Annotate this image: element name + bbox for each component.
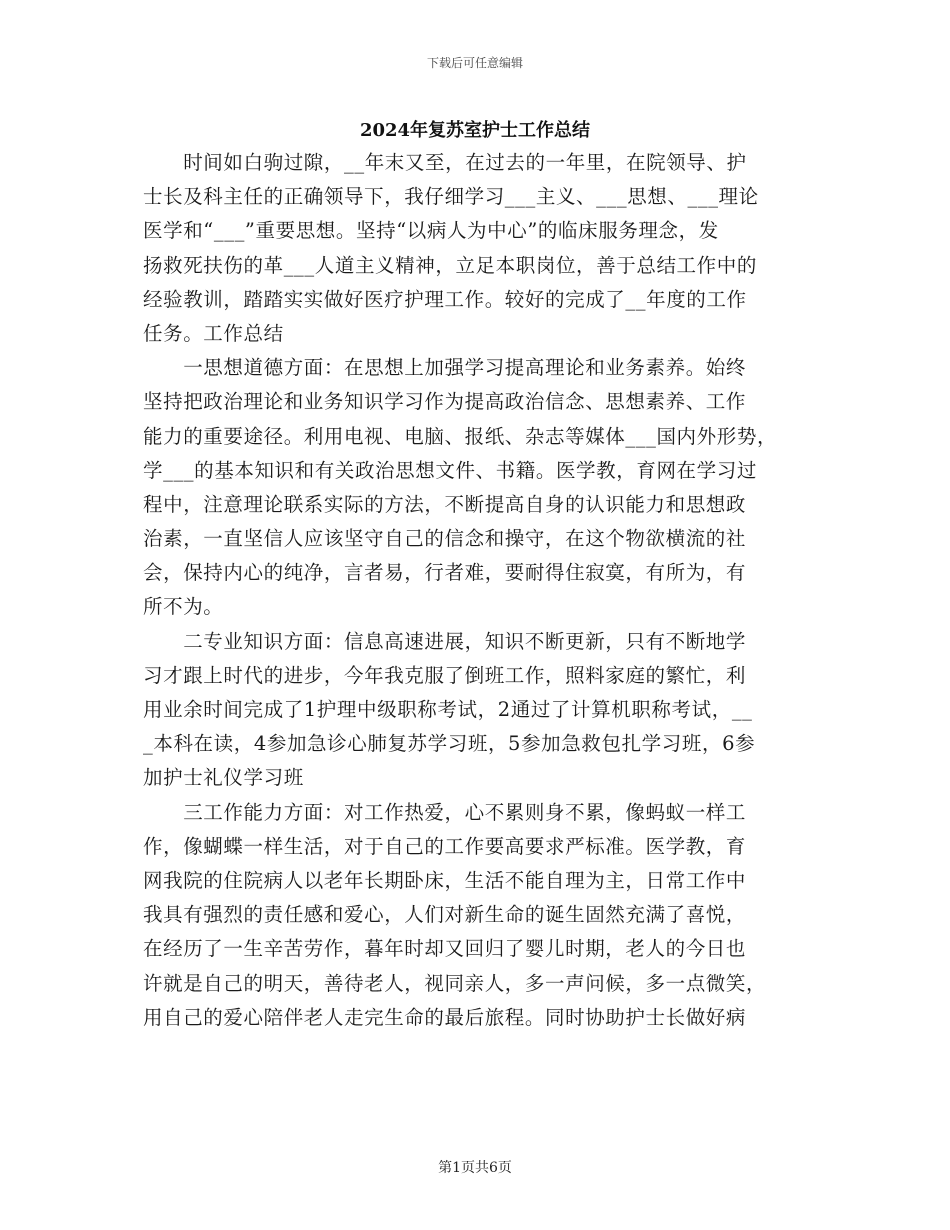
text-line: 程中，注意理论联系实际的方法，不断提高自身的认识能力和思想政 (143, 492, 747, 516)
text-line: 三工作能力方面：对工作热爱，心不累则身不累，像蚂蚁一样工 (143, 800, 747, 824)
text-line: 二专业知识方面：信息高速进展，知识不断更新，只有不断地学 (143, 629, 747, 653)
text-line: 用自己的爱心陪伴老人走完生命的最后旅程。同时协助护士长做好病 (143, 1005, 747, 1029)
text-line: 能力的重要途径。利用电视、电脑、报纸、杂志等媒体___国内外形势， (143, 424, 778, 448)
text-line: 士长及科主任的正确领导下，我仔细学习___主义、___思想、___理论 (143, 185, 759, 209)
text-line: 习才跟上时代的进步，今年我克服了倒班工作，照料家庭的繁忙，利 (143, 663, 747, 687)
text-line: 我具有强烈的责任感和爱心，人们对新生命的诞生固然充满了喜悦， (143, 903, 747, 927)
text-line: 加护士礼仪学习班 (143, 766, 304, 790)
text-line: 时间如白驹过隙，__年末又至，在过去的一年里，在院领导、护 (143, 151, 747, 174)
text-line: 用业余时间完成了1护理中级职称考试，2通过了计算机职称考试，__ (143, 698, 753, 721)
page-number-footer: 第1页共6页 (438, 1160, 512, 1176)
text-line: 作，像蝴蝶一样生活，对于自己的工作要高要求严标准。医学教，育 (143, 834, 747, 858)
text-line: 治素，一直坚信人应该坚守自己的信念和操守，在这个物欲横流的社 (143, 527, 747, 551)
text-line: 任务。工作总结 (143, 321, 284, 345)
text-line: 经验教训，踏踏实实做好医疗护理工作。较好的完成了__年度的工作 (143, 287, 747, 311)
text-line: 坚持把政治理论和业务知识学习作为提高政治信念、思想素养、工作 (143, 390, 747, 414)
text-line: 学___的基本知识和有关政治思想文件、书籍。医学教，育网在学习过 (143, 458, 757, 482)
text-line: 医学和“___”重要思想。坚持“以病人为中心”的临床服务理念，发 (143, 219, 719, 243)
document-body (143, 146, 809, 1035)
header-note: 下载后可任意编辑 (426, 56, 523, 70)
text-line: 网我院的住院病人以老年长期卧床，生活不能自理为主，日常工作中 (143, 868, 747, 892)
text-line: 所不为。 (143, 595, 224, 619)
text-line: 一思想道德方面：在思想上加强学习提高理论和业务素养。始终 (143, 356, 747, 380)
text-line: 许就是自己的明天，善待老人，视同亲人，多一声问候，多一点微笑， (143, 971, 767, 995)
text-line: 在经历了一生辛苦劳作，暮年时却又回归了婴儿时期，老人的今日也 (143, 937, 747, 961)
text-line: _本科在读，4参加急诊心肺复苏学习班，5参加急救包扎学习班，6参 (143, 732, 756, 756)
document-title: 2024年复苏室护士工作总结 (359, 120, 591, 141)
text-line: 扬救死扶伤的革___人道主义精神，立足本职岗位，善于总结工作中的 (143, 253, 757, 277)
text-line: 会，保持内心的纯净，言者易，行者难，要耐得住寂寞，有所为，有 (143, 561, 747, 585)
